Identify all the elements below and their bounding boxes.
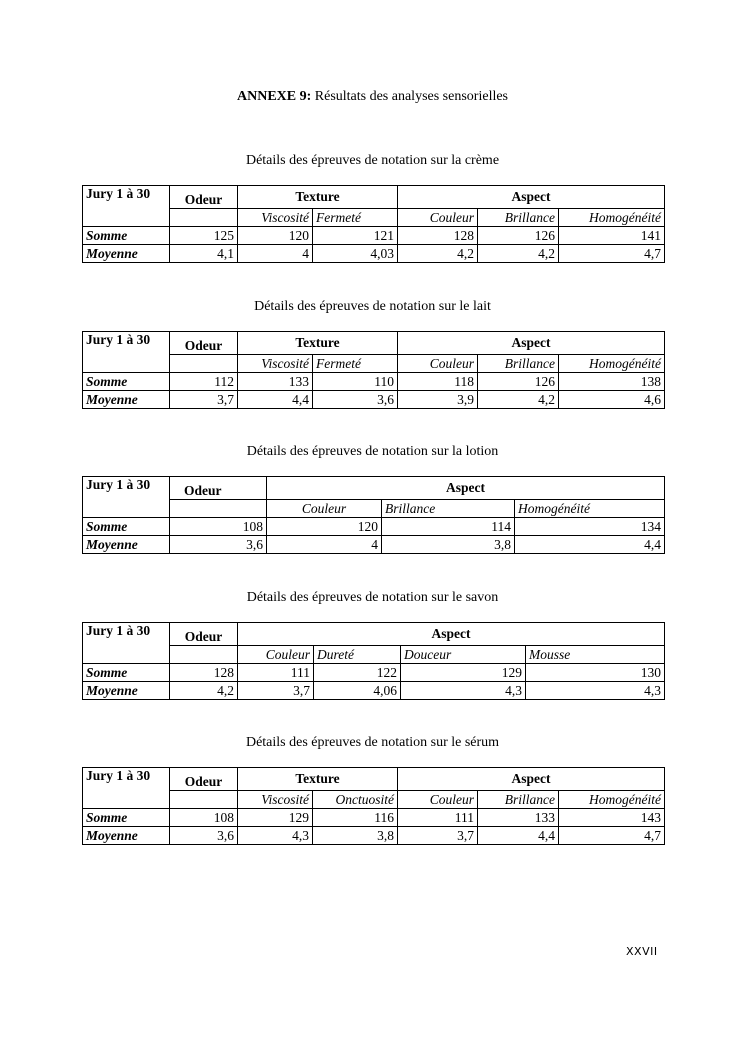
subheader: Couleur [267, 500, 382, 518]
cell: 3,6 [170, 536, 267, 554]
row-label: Moyenne [83, 827, 170, 845]
empty-cell [170, 355, 238, 373]
row-label: Moyenne [83, 391, 170, 409]
table-row [83, 682, 665, 700]
caption-serum: Détails des épreuves de notation sur le sérum [245, 735, 500, 750]
table-row [83, 373, 665, 391]
cell: 143 [559, 809, 665, 827]
row-label: Somme [83, 664, 170, 682]
caption-creme: Détails des épreuves de notation sur la crème [245, 153, 500, 168]
texture-header: Texture [238, 768, 398, 791]
odeur-header: Odeur [170, 768, 238, 791]
subheader: Viscosité [238, 355, 313, 373]
cell: 128 [170, 664, 238, 682]
cell: 4 [267, 536, 382, 554]
row-label: Moyenne [83, 682, 170, 700]
cell: 112 [170, 373, 238, 391]
cell: 4,2 [478, 245, 559, 263]
subheader: Viscosité [238, 209, 313, 227]
subheader: Mousse [526, 646, 665, 664]
jury-header: Jury 1 à 30 [83, 477, 170, 518]
aspect-header: Aspect [398, 332, 665, 355]
caption-lait: Détails des épreuves de notation sur le lait [254, 299, 491, 314]
subheader: Viscosité [238, 791, 313, 809]
table-row [83, 827, 665, 845]
subheader: Homogénéité [559, 355, 665, 373]
cell: 4,03 [313, 245, 398, 263]
subheader: Brillance [478, 209, 559, 227]
subheader: Couleur [398, 209, 478, 227]
row-label: Somme [83, 373, 170, 391]
cell: 138 [559, 373, 665, 391]
cell: 3,9 [398, 391, 478, 409]
subheader: Homogénéité [559, 209, 665, 227]
cell: 120 [267, 518, 382, 536]
odeur-header: Odeur [170, 477, 267, 500]
cell: 3,6 [313, 391, 398, 409]
row-label: Moyenne [83, 536, 170, 554]
subheader: Brillance [478, 355, 559, 373]
cell: 3,8 [382, 536, 515, 554]
cell: 4 [238, 245, 313, 263]
cell: 4,4 [515, 536, 665, 554]
table-savon [82, 622, 665, 700]
odeur-header: Odeur [170, 623, 238, 646]
cell: 108 [170, 809, 238, 827]
annex-label: ANNEXE 9: [236, 89, 312, 104]
cell: 133 [478, 809, 559, 827]
cell: 118 [398, 373, 478, 391]
jury-header: Jury 1 à 30 [83, 768, 170, 809]
cell: 134 [515, 518, 665, 536]
cell: 4,7 [559, 245, 665, 263]
table-row [83, 227, 665, 245]
cell: 129 [238, 809, 313, 827]
table-lotion [82, 476, 665, 554]
annex-title: Résultats des analyses sensorielles [311, 89, 509, 104]
table-creme [82, 185, 665, 263]
cell: 126 [478, 227, 559, 245]
cell: 129 [401, 664, 526, 682]
cell: 4,6 [559, 391, 665, 409]
table-row [83, 391, 665, 409]
row-label: Moyenne [83, 245, 170, 263]
cell: 110 [313, 373, 398, 391]
jury-header: Jury 1 à 30 [83, 186, 170, 227]
cell: 126 [478, 373, 559, 391]
texture-header: Texture [238, 332, 398, 355]
cell: 128 [398, 227, 478, 245]
table-row [83, 245, 665, 263]
subheader: Dureté [314, 646, 401, 664]
empty-cell [170, 500, 267, 518]
cell: 4,3 [401, 682, 526, 700]
jury-header: Jury 1 à 30 [83, 623, 170, 664]
page-number: XXVII [626, 945, 658, 958]
cell: 3,7 [238, 682, 314, 700]
cell: 4,2 [398, 245, 478, 263]
cell: 122 [314, 664, 401, 682]
cell: 111 [398, 809, 478, 827]
cell: 133 [238, 373, 313, 391]
empty-cell [170, 646, 238, 664]
aspect-header: Aspect [398, 186, 665, 209]
cell: 130 [526, 664, 665, 682]
subheader: Couleur [398, 355, 478, 373]
odeur-header: Odeur [170, 186, 238, 209]
cell: 121 [313, 227, 398, 245]
subheader: Couleur [238, 646, 314, 664]
cell: 120 [238, 227, 313, 245]
cell: 4,06 [314, 682, 401, 700]
cell: 116 [313, 809, 398, 827]
cell: 111 [238, 664, 314, 682]
jury-header: Jury 1 à 30 [83, 332, 170, 373]
subheader: Couleur [398, 791, 478, 809]
caption-savon: Détails des épreuves de notation sur le savon [246, 590, 499, 605]
cell: 4,3 [526, 682, 665, 700]
cell: 4,2 [170, 682, 238, 700]
aspect-header: Aspect [398, 768, 665, 791]
cell: 125 [170, 227, 238, 245]
cell: 3,7 [398, 827, 478, 845]
page-title [0, 89, 745, 105]
row-label: Somme [83, 518, 170, 536]
cell: 108 [170, 518, 267, 536]
cell: 3,7 [170, 391, 238, 409]
subheader: Brillance [382, 500, 515, 518]
subheader: Homogénéité [559, 791, 665, 809]
texture-header: Texture [238, 186, 398, 209]
table-lait [82, 331, 665, 409]
table-row [83, 664, 665, 682]
cell: 3,6 [170, 827, 238, 845]
table-serum [82, 767, 665, 845]
cell: 141 [559, 227, 665, 245]
empty-cell [170, 209, 238, 227]
cell: 4,4 [478, 827, 559, 845]
subheader: Fermeté [313, 355, 398, 373]
cell: 3,8 [313, 827, 398, 845]
odeur-header: Odeur [170, 332, 238, 355]
table-row [83, 518, 665, 536]
caption-lotion: Détails des épreuves de notation sur la lotion [246, 444, 499, 459]
subheader: Fermeté [313, 209, 398, 227]
cell: 4,1 [170, 245, 238, 263]
subheader: Homogénéité [515, 500, 665, 518]
subheader: Onctuosité [313, 791, 398, 809]
cell: 4,7 [559, 827, 665, 845]
table-row [83, 809, 665, 827]
aspect-header: Aspect [267, 477, 665, 500]
cell: 4,3 [238, 827, 313, 845]
row-label: Somme [83, 809, 170, 827]
subheader: Brillance [478, 791, 559, 809]
table-row [83, 536, 665, 554]
cell: 114 [382, 518, 515, 536]
aspect-header: Aspect [238, 623, 665, 646]
row-label: Somme [83, 227, 170, 245]
empty-cell [170, 791, 238, 809]
subheader: Douceur [401, 646, 526, 664]
cell: 4,2 [478, 391, 559, 409]
cell: 4,4 [238, 391, 313, 409]
